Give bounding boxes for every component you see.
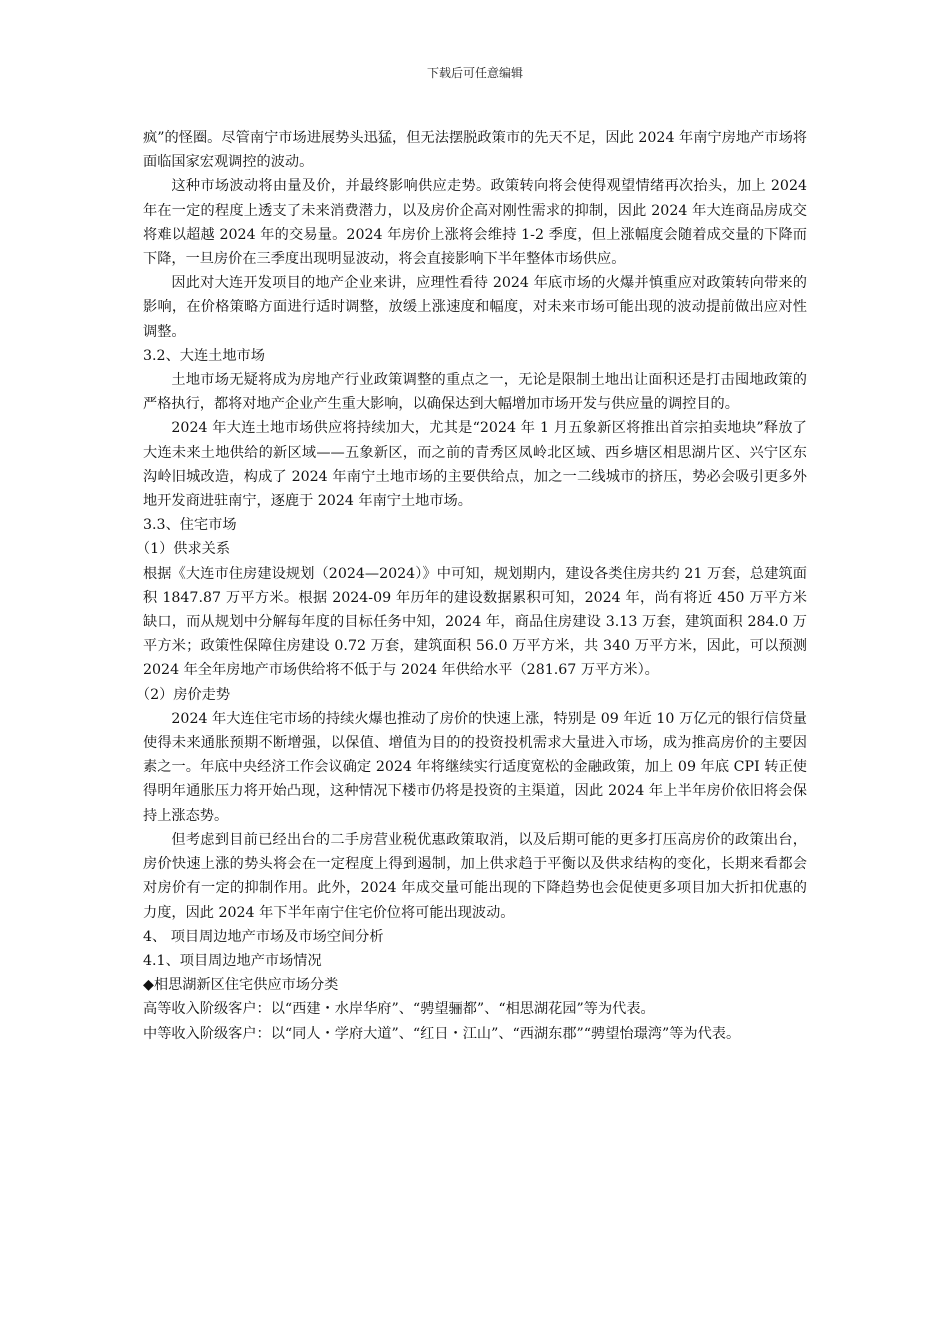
section-heading-3-3: 3.3、住宅市场 bbox=[143, 517, 237, 534]
paragraph-housing-plan: 根据《大连市住房建设规划（2024—2024）》中可知，规划期内，建设各类住房共约 21 万套，总建筑面积 1847.87 万平方米。根据 2024-09 年历年的建设数据累积可知，2024 年，尚有将近 450 万平方米缺口，而从规划中分解每年度的目标任务中知，2024 年，商品住房建设 3.13 万套，建筑面积 284.0 万平方米；政策性保障住房建设 0.72 万套，建筑面积 56.0 万平方米，共 340 万平方米，因此，可以预测 2024 年全年房地产市场供给将不低于与 2024 年供给水平（281.67 万平方米）。 bbox=[143, 565, 807, 679]
paragraph-developer-advice: 因此对大连开发项目的地产企业来讲，应理性看待 2024 年底市场的火爆并慎重应对政策转向带来的影响，在价格策略方面进行适时调整，放缓上涨速度和幅度，对未来市场可能出现的波动提前做出应对性调整。 bbox=[143, 275, 807, 340]
section-heading-4-1: 4.1、项目周边地产市场情况 bbox=[143, 952, 322, 969]
bullet-heading-supply-classification: ◆相思湖新区住宅供应市场分类 bbox=[143, 977, 339, 994]
paragraph-land-supply: 2024 年大连土地市场供应将持续加大，尤其是“2024 年 1 月五象新区将推出首宗拍卖地块”释放了大连未来土地供给的新区域——五象新区，而之前的青秀区凤岭北区域、西乡塘区相思湖片区、兴宁区东沟岭旧城改造，构成了 2024 年南宁土地市场的主要供给点，加之一二线城市的挤压，势必会吸引更多外地开发商进驻南宁，逐鹿于 2024 年南宁土地市场。 bbox=[143, 420, 807, 510]
document-body bbox=[135, 126, 807, 1046]
subheading-price-trend: （2）房价走势 bbox=[135, 686, 231, 703]
paragraph-price-rise: 2024 年大连住宅市场的持续火爆也推动了房价的快速上涨，特别是 09 年近 10 万亿元的银行信贷量使得未来通胀预期不断增强，以保值、增值为目的的投资投机需求大量进入市场，成为推高房价的主要因素之一。年底中央经济工作会议确定 2024 年将继续实行适度宽松的金融政策，加上 09 年底 CPI 转正使得明年通胀压力将开始凸现，这种情况下楼市仍将是投资的主渠道，因此 2024 年上半年房价依旧将会保持上涨态势。 bbox=[143, 710, 807, 824]
paragraph-continued: 疯”的怪圈。尽管南宁市场进展势头迅猛，但无法摆脱政策市的先天不足，因此 2024 年南宁房地产市场将面临国家宏观调控的波动。 bbox=[143, 130, 807, 171]
page-header-note: 下载后可任意编辑 bbox=[426, 66, 523, 80]
subheading-supply-demand: （1）供求关系 bbox=[135, 541, 231, 558]
section-heading-4: 4、 项目周边地产市场及市场空间分析 bbox=[143, 928, 384, 945]
paragraph-land-policy: 土地市场无疑将成为房地产行业政策调整的重点之一，无论是限制土地出让面积还是打击囤地政策的严格执行，都将对地产企业产生重大影响，以确保达到大幅增加市场开发与供应量的调控目的。 bbox=[143, 372, 807, 413]
paragraph-price-outlook: 但考虑到目前已经出台的二手房营业税优惠政策取消，以及后期可能的更多打压高房价的政策出台，房价快速上涨的势头将会在一定程度上得到遏制，加上供求趋于平衡以及供求结构的变化，长期来看都会对房价有一定的抑制作用。此外，2024 年成交量可能出现的下降趋势也会促使更多项目加大折扣优惠的力度，因此 2024 年下半年南宁住宅价位将可能出现波动。 bbox=[143, 831, 807, 921]
paragraph-high-income-clients: 高等收入阶级客户：以“西建・水岸华府”、“骋望骊都”、“相思湖花园”等为代表。 bbox=[143, 1001, 655, 1018]
paragraph-middle-income-clients: 中等收入阶级客户：以“同人・学府大道”、“红日・江山”、“西湖东郡”“骋望怡璟湾”等为代表。 bbox=[143, 1025, 741, 1042]
section-heading-3-2: 3.2、大连土地市场 bbox=[143, 347, 265, 364]
paragraph-market-fluctuation: 这种市场波动将由量及价，并最终影响供应走势。政策转向将会使得观望情绪再次抬头，加上 2024 年在一定的程度上透支了未来消费潜力，以及房价企高对刚性需求的抑制，因此 2024 年大连商品房成交将难以超越 2024 年的交易量。2024 年房价上涨将会维持 1-2 季度，但上涨幅度会随着成交量的下降而下降，一旦房价在三季度出现明显波动，将会直接影响下半年整体市场供应。 bbox=[143, 178, 807, 268]
